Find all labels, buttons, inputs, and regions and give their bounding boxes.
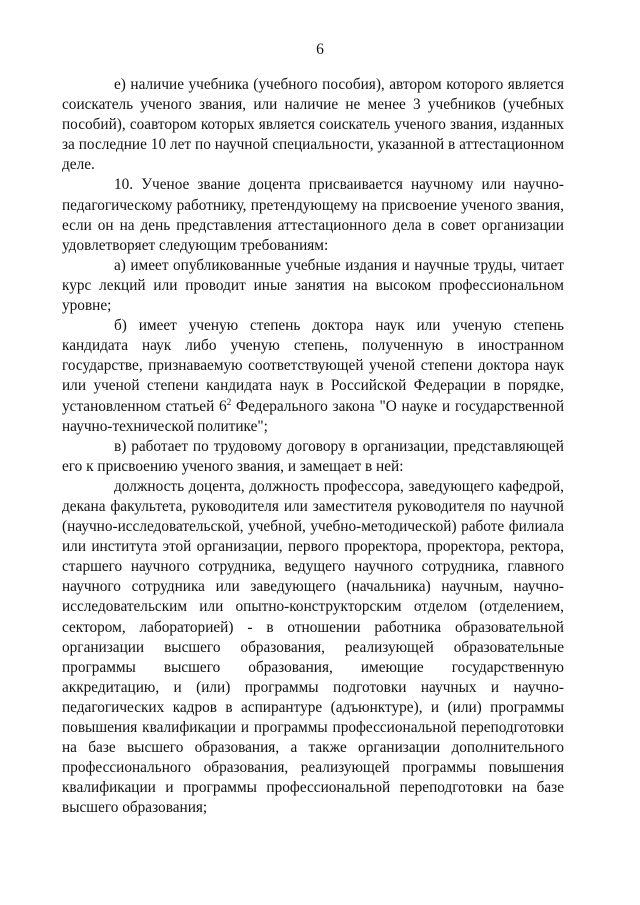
paragraph-positions-list: должность доцента, должность профессора, заведующего кафедрой, декана факультета, руководителя или заместителя руководителя по научной (научно-исследовательской, учебной, учебно-методической) работе филиала или института этой организации, первого проректора, проректора, ректора, старшего научного сотрудника, ведущего научного сотрудника, главного научного сотрудника или заведующего (начальника) научным, научно-исследовательским или опытно-конструкторским отделом (отделением, сектором, лабораторией) - в отношении работника образовательной организации высшего образования, реализующей образовательные программы высшего образования, имеющие государственную аккредитацию, и (или) программы подготовки научных и научно-педагогических кадров в аспирантуре (адъюнктуре), и (или) программы повышения квалификации и программы профессиональной переподготовки на базе высшего образования, а также организации дополнительного профессионального образования, реализующей программы повышения квалификации и программы профессиональной переподготовки на базе высшего образования; xyxy=(62,477,564,817)
paragraph-clause-10: 10. Ученое звание доцента присваивается научному или научно-педагогическому работнику, претендующему на присвоение ученого звания, если он на день представления аттестационного дела в совет организации удовлетворяет следующим требованиям: xyxy=(62,176,564,254)
item-b-text: б) имеет ученую степень доктора наук или ученую степень кандидата наук либо ученую степень, полученную в иностранном государстве, признаваемую соответствующей ученой степени доктора наук или ученой степени кандидата наук в Российской Федерации в порядке, установленном статьей 6 xyxy=(62,317,564,415)
paragraph-item-e: е) наличие учебника (учебного пособия), автором которого является соискатель ученого звания, или наличие не менее 3 учебников (учебных пособий), соавтором которых является соискатель ученого звания, изданных за последние 10 лет по научной специальности, указанной в аттестационном деле. xyxy=(62,76,564,174)
paragraph-item-v: в) работает по трудовому договору в организации, представляющей его к присвоению ученого звания, и замещает в ней: xyxy=(62,437,564,475)
document-body xyxy=(62,75,564,818)
article-superscript: 2 xyxy=(226,396,232,407)
paragraph-item-a: а) имеет опубликованные учебные издания и научные труды, читает курс лекций или проводит иные занятия на высоком профессиональном уровне; xyxy=(62,256,564,315)
item-b-text-after: Федерального закона "О науке и государственной научно-технической политике"; xyxy=(62,397,565,435)
page-number: 6 xyxy=(316,41,324,58)
paragraph-item-b xyxy=(62,316,564,437)
